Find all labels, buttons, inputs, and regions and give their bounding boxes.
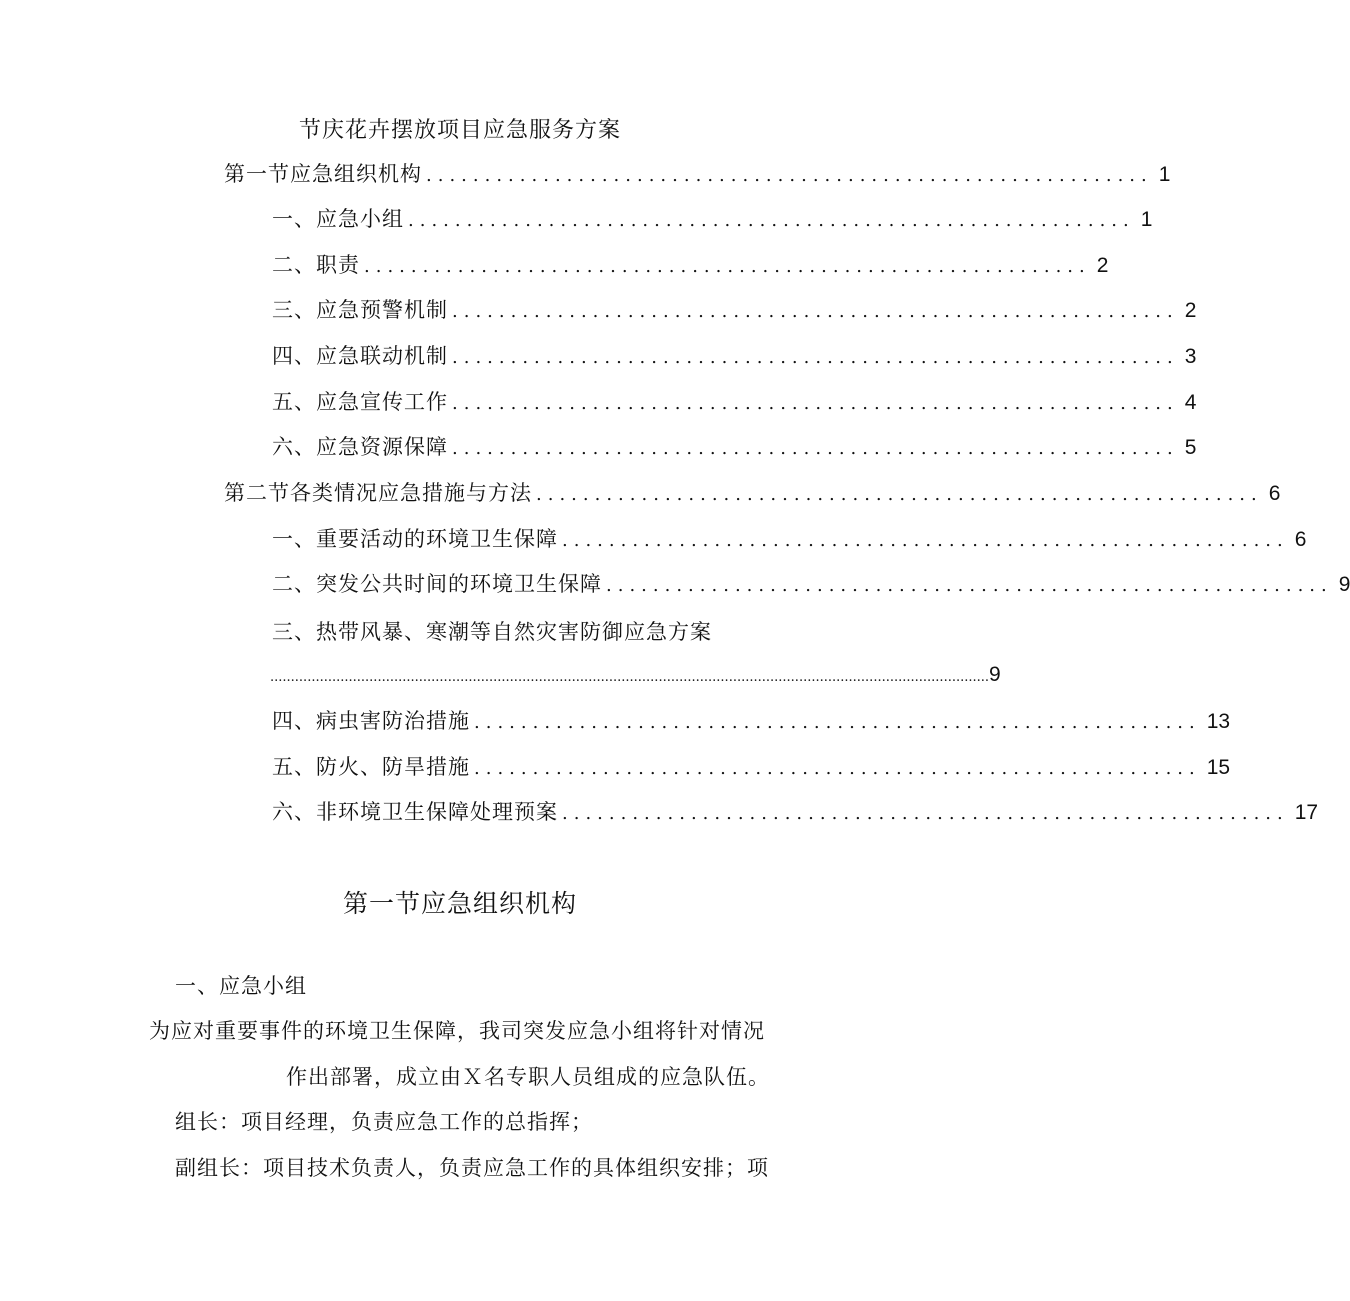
toc-entry-page: 1 (1140, 208, 1153, 231)
toc-entry-label: 二、职责 (272, 253, 360, 277)
toc-entry[interactable] (272, 524, 1307, 554)
toc-entry-label: 第一节应急组织机构 (224, 162, 422, 186)
document-title: 节庆花卉摆放项目应急服务方案 (298, 118, 621, 143)
toc-entry-label: 四、应急联动机制 (272, 344, 448, 368)
toc-dot-leader: .............................................................................................................................................................................. (270, 670, 990, 685)
toc-entry-page: 6 (1268, 482, 1281, 505)
toc-entry-label: 一、重要活动的环境卫生保障 (272, 527, 558, 551)
toc-entry[interactable] (224, 159, 1171, 189)
toc-dot-leader: .............................................................. (474, 712, 1201, 733)
toc-dot-leader: .............................................................. (426, 165, 1153, 186)
toc-entry-page: 15 (1206, 756, 1231, 779)
toc-dot-leader: .............................................................. (562, 530, 1289, 551)
paragraph-line: 作出部署，成立由Ｘ名专职人员组成的应急队伍。 (286, 1065, 770, 1089)
toc-dot-leader: .............................................................. (452, 347, 1179, 368)
toc-entry-page: 4 (1184, 391, 1197, 414)
toc-entry-page: 5 (1184, 436, 1197, 459)
toc-entry-label: 六、应急资源保障 (272, 435, 448, 459)
toc-entry-label: 四、病虫害防治措施 (272, 709, 470, 733)
toc-entry[interactable] (272, 432, 1197, 462)
toc-dot-leader: .............................................................. (364, 256, 1091, 277)
toc-entry-label: 二、突发公共时间的环境卫生保障 (272, 572, 602, 596)
toc-entry-page: 13 (1206, 710, 1231, 733)
toc-entry[interactable] (272, 706, 1231, 736)
toc-entry-page: 2 (1184, 299, 1197, 322)
toc-entry-label-wrapped[interactable]: 三、热带风暴、寒潮等自然灾害防御应急方案 (272, 620, 712, 644)
toc-entry[interactable] (272, 569, 1350, 599)
toc-dot-leader: .............................................................. (452, 393, 1179, 414)
toc-entry[interactable] (272, 387, 1197, 417)
toc-dot-leader: .............................................................. (452, 301, 1179, 322)
toc-entry-label: 六、非环境卫生保障处理预案 (272, 800, 558, 824)
toc-entry[interactable] (272, 797, 1319, 827)
toc-entry[interactable] (272, 295, 1197, 325)
paragraph-line: 为应对重要事件的环境卫生保障，我司突发应急小组将针对情况 (149, 1019, 765, 1043)
toc-entry-label: 一、应急小组 (272, 207, 404, 231)
section-heading: 第一节应急组织机构 (342, 889, 577, 918)
subsection-heading: 一、应急小组 (175, 974, 307, 998)
toc-dot-leader: .............................................................. (562, 803, 1289, 824)
toc-entry[interactable] (272, 752, 1231, 782)
toc-entry-page: 6 (1294, 528, 1307, 551)
toc-entry-page: 9 (1338, 573, 1350, 596)
toc-dot-leader: .............................................................. (536, 484, 1263, 505)
toc-entry-label: 第二节各类情况应急措施与方法 (224, 481, 532, 505)
toc-dot-leader: .............................................................. (408, 210, 1135, 231)
toc-entry[interactable] (224, 478, 1281, 508)
toc-entry-wrapped-leader (270, 660, 1001, 693)
deputy-role-line: 副组长：项目技术负责人，负责应急工作的具体组织安排；项 (175, 1156, 769, 1180)
toc-entry-label: 五、应急宣传工作 (272, 390, 448, 414)
toc-dot-leader: .............................................................. (452, 438, 1179, 459)
toc-entry-page: 17 (1294, 801, 1319, 824)
toc-entry[interactable] (272, 341, 1197, 371)
toc-entry[interactable] (272, 204, 1153, 234)
toc-entry-page: 9 (989, 663, 1001, 686)
toc-dot-leader: .............................................................. (474, 758, 1201, 779)
toc-entry-label: 三、应急预警机制 (272, 298, 448, 322)
toc-entry-page: 2 (1096, 254, 1109, 277)
toc-entry-page: 3 (1184, 345, 1197, 368)
toc-entry[interactable] (272, 250, 1109, 280)
toc-entry-label: 五、防火、防旱措施 (272, 755, 470, 779)
toc-dot-leader: .............................................................. (606, 575, 1333, 596)
leader-role-line: 组长：项目经理，负责应急工作的总指挥； (175, 1110, 593, 1134)
toc-entry-page: 1 (1158, 163, 1171, 186)
